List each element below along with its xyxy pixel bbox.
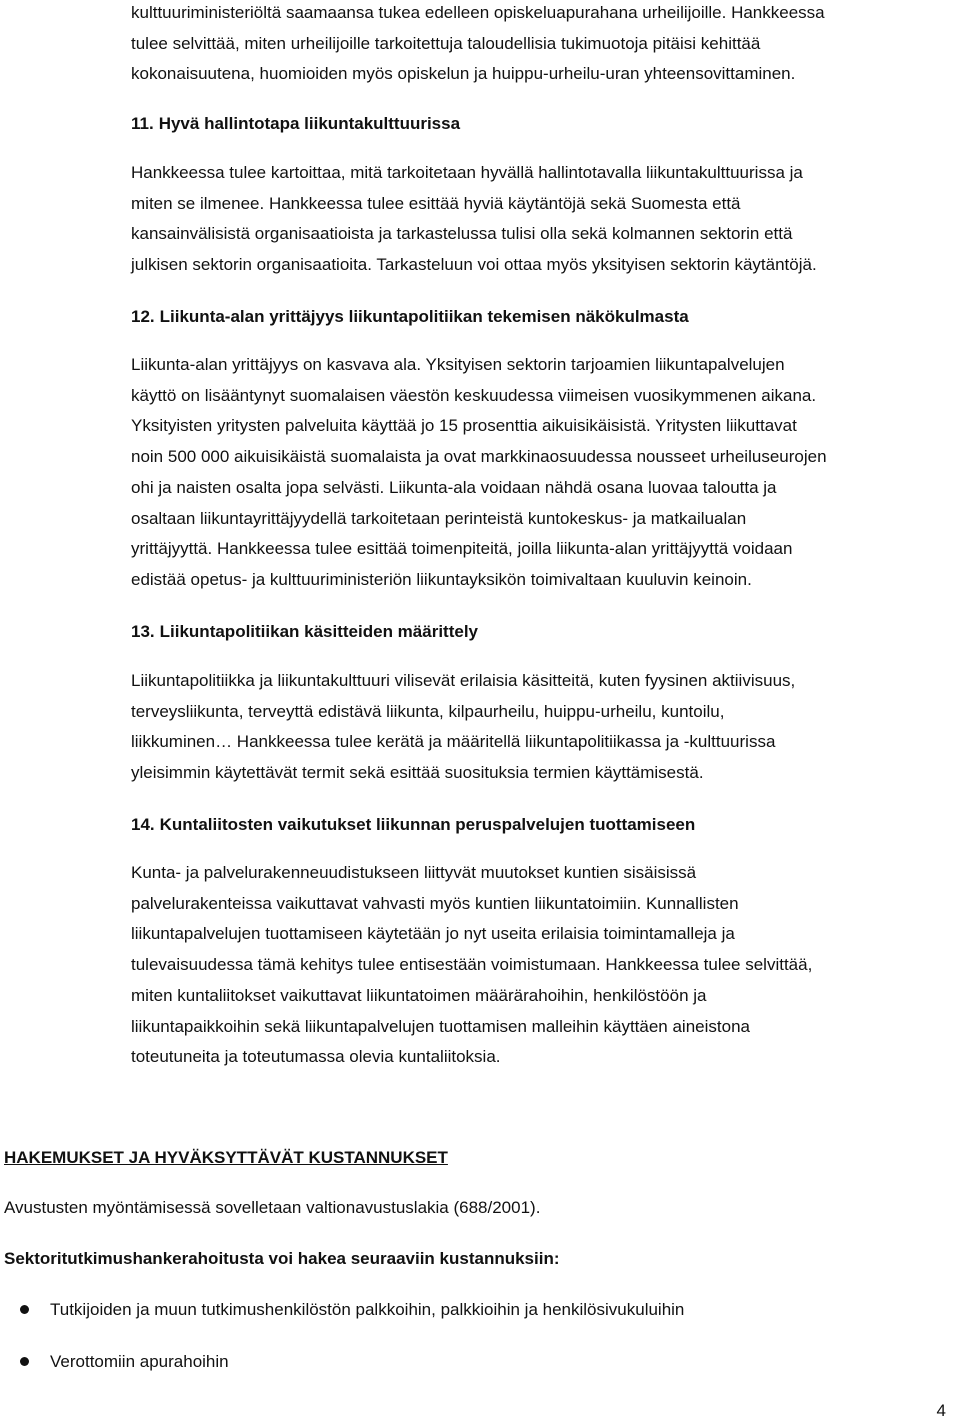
paragraph-line: kulttuuriministeriöltä saamaansa tukea edelleen opiskeluapurahana urheilijoille. Hankkeessa xyxy=(131,3,825,22)
section-number: 14. xyxy=(131,815,155,834)
paragraph-line: julkisen sektorin organisaatioita. Tarkasteluun voi ottaa myös yksityisen sektorin käytäntöjä. xyxy=(131,255,817,275)
section-number: 12. xyxy=(131,307,155,326)
section-12-paragraph xyxy=(131,350,946,596)
paragraph-line: yrittäjyyttä. Hankkeessa tulee esittää toimenpiteitä, joilla liikunta-alan yrittäjyyttä voidaan xyxy=(131,539,793,559)
section-title: Liikunta-alan yrittäjyys liikuntapolitiikan tekemisen näkökulmasta xyxy=(159,307,689,326)
section-title: Liikuntapolitiikan käsitteiden määrittely xyxy=(159,622,479,641)
section-title: Kuntaliitosten vaikutukset liikunnan peruspalvelujen tuottamiseen xyxy=(159,815,696,834)
paragraph-line: palvelurakenteissa vaikuttavat vahvasti myös kuntien liikuntatoimiin. Kunnallisten xyxy=(131,893,739,913)
section-13-paragraph xyxy=(131,666,946,789)
section-11-heading xyxy=(131,112,946,136)
paragraph-line: liikkuminen… Hankkeessa tulee kerätä ja määritellä liikuntapolitiikassa ja -kulttuurissa xyxy=(131,732,776,752)
paragraph-line: Hankkeessa tulee kartoittaa, mitä tarkoitetaan hyvällä hallintotavalla liikuntakulttuurissa ja xyxy=(131,163,803,182)
paragraph-line: kansainvälisistä organisaatioista ja tarkastelussa tulisi olla sekä kolmannen sektorin että xyxy=(131,224,793,244)
section-14-paragraph xyxy=(131,858,946,1073)
paragraph-line: Yksityisten yritysten palveluita käyttää jo 15 prosenttia aikuisikäisistä. Yritysten liikuttavat xyxy=(131,416,797,436)
paragraph-line: osaltaan liikuntayrittäjyydellä tarkoitetaan perinteistä kuntokeskus- ja matkailualan xyxy=(131,508,747,528)
section-title: Hyvä hallintotapa liikuntakulttuurissa xyxy=(158,114,461,133)
section-number: 13. xyxy=(131,622,155,641)
section-number: 11. xyxy=(131,114,154,133)
paragraph-line: miten se ilmenee. Hankkeessa tulee esittää hyviä käytäntöjä sekä Suomesta että xyxy=(131,193,741,213)
page-number: 4 xyxy=(936,1401,946,1420)
law-reference: Avustusten myöntämisessä sovelletaan valtionavustuslakia (688/2001). xyxy=(4,1198,541,1217)
paragraph-line: käyttö on lisääntynyt suomalaisen väestön keskuudessa viimeisen vuosikymmenen aikana. xyxy=(131,385,817,405)
intro-paragraph xyxy=(131,0,946,90)
paragraph-line: tulevaisuudessa tämä kehitys tulee entisestään voimistumaan. Hankkeessa tulee selvittää, xyxy=(131,955,813,975)
section-13-heading xyxy=(131,620,946,644)
paragraph-line: ohi ja naisten osalta jopa selvästi. Liikunta-ala voidaan nähdä osana luovaa taloutta ja xyxy=(131,477,777,497)
paragraph-line: toteutuneita ja toteutumassa olevia kuntaliitoksia. xyxy=(131,1047,501,1067)
bullet-icon xyxy=(20,1305,29,1314)
list-item-text: Verottomiin apurahoihin xyxy=(50,1352,229,1371)
paragraph-line: Liikuntapolitiikka ja liikuntakulttuuri vilisevät erilaisia käsitteitä, kuten fyysinen aktiivisuus, xyxy=(131,671,796,690)
paragraph-line: terveysliikunta, terveyttä edistävä liikunta, kilpaurheilu, huippu-urheilu, kuntoilu, xyxy=(131,701,725,721)
section-14-heading xyxy=(131,813,946,837)
costs-heading: HAKEMUKSET JA HYVÄKSYTTÄVÄT KUSTANNUKSET xyxy=(4,1148,448,1167)
paragraph-line: liikuntapaikkoihin sekä liikuntapalvelujen tuottamisen malleihin käyttäen aineistona xyxy=(131,1016,750,1036)
paragraph-line: kokonaisuutena, huomioiden myös opiskelun ja huippu-urheilu-uran yhteensovittaminen. xyxy=(131,64,796,84)
paragraph-line: miten kuntaliitokset vaikuttavat liikuntatoimen määrärahoihin, henkilöstöön ja xyxy=(131,985,707,1005)
paragraph-line: Liikunta-alan yrittäjyys on kasvava ala. Yksityisen sektorin tarjoamien liikuntapalvelujen xyxy=(131,355,785,374)
paragraph-line: noin 500 000 aikuisikäistä suomalaista ja ovat markkinaosuudessa nousseet urheiluseurojen xyxy=(131,447,827,467)
paragraph-line: Kunta- ja palvelurakenneuudistukseen liittyvät muutokset kuntien sisäisissä xyxy=(131,863,697,882)
paragraph-line: liikuntapalvelujen tuottamiseen käytetään jo nyt useita erilaisia toimintamalleja ja xyxy=(131,924,735,944)
list-item-text: Tutkijoiden ja muun tutkimushenkilöstön palkkoihin, palkkioihin ja henkilösivukuluihin xyxy=(50,1300,685,1319)
bullet-icon xyxy=(20,1357,29,1366)
paragraph-line: edistää opetus- ja kulttuuriministeriön liikuntayksikön toimivaltaan kuuluvin keinoin. xyxy=(131,569,752,589)
section-11-paragraph xyxy=(131,158,946,281)
paragraph-line: tulee selvittää, miten urheilijoille tarkoitettuja taloudellisia tukimuotoja pitäisi kehittää xyxy=(131,33,761,53)
paragraph-line: yleisimmin käytettävät termit sekä esittää suosituksia termien käyttämisestä. xyxy=(131,763,704,783)
costs-lead: Sektoritutkimushankerahoitusta voi hakea seuraaviin kustannuksiin: xyxy=(4,1249,560,1268)
section-12-heading xyxy=(131,305,946,329)
